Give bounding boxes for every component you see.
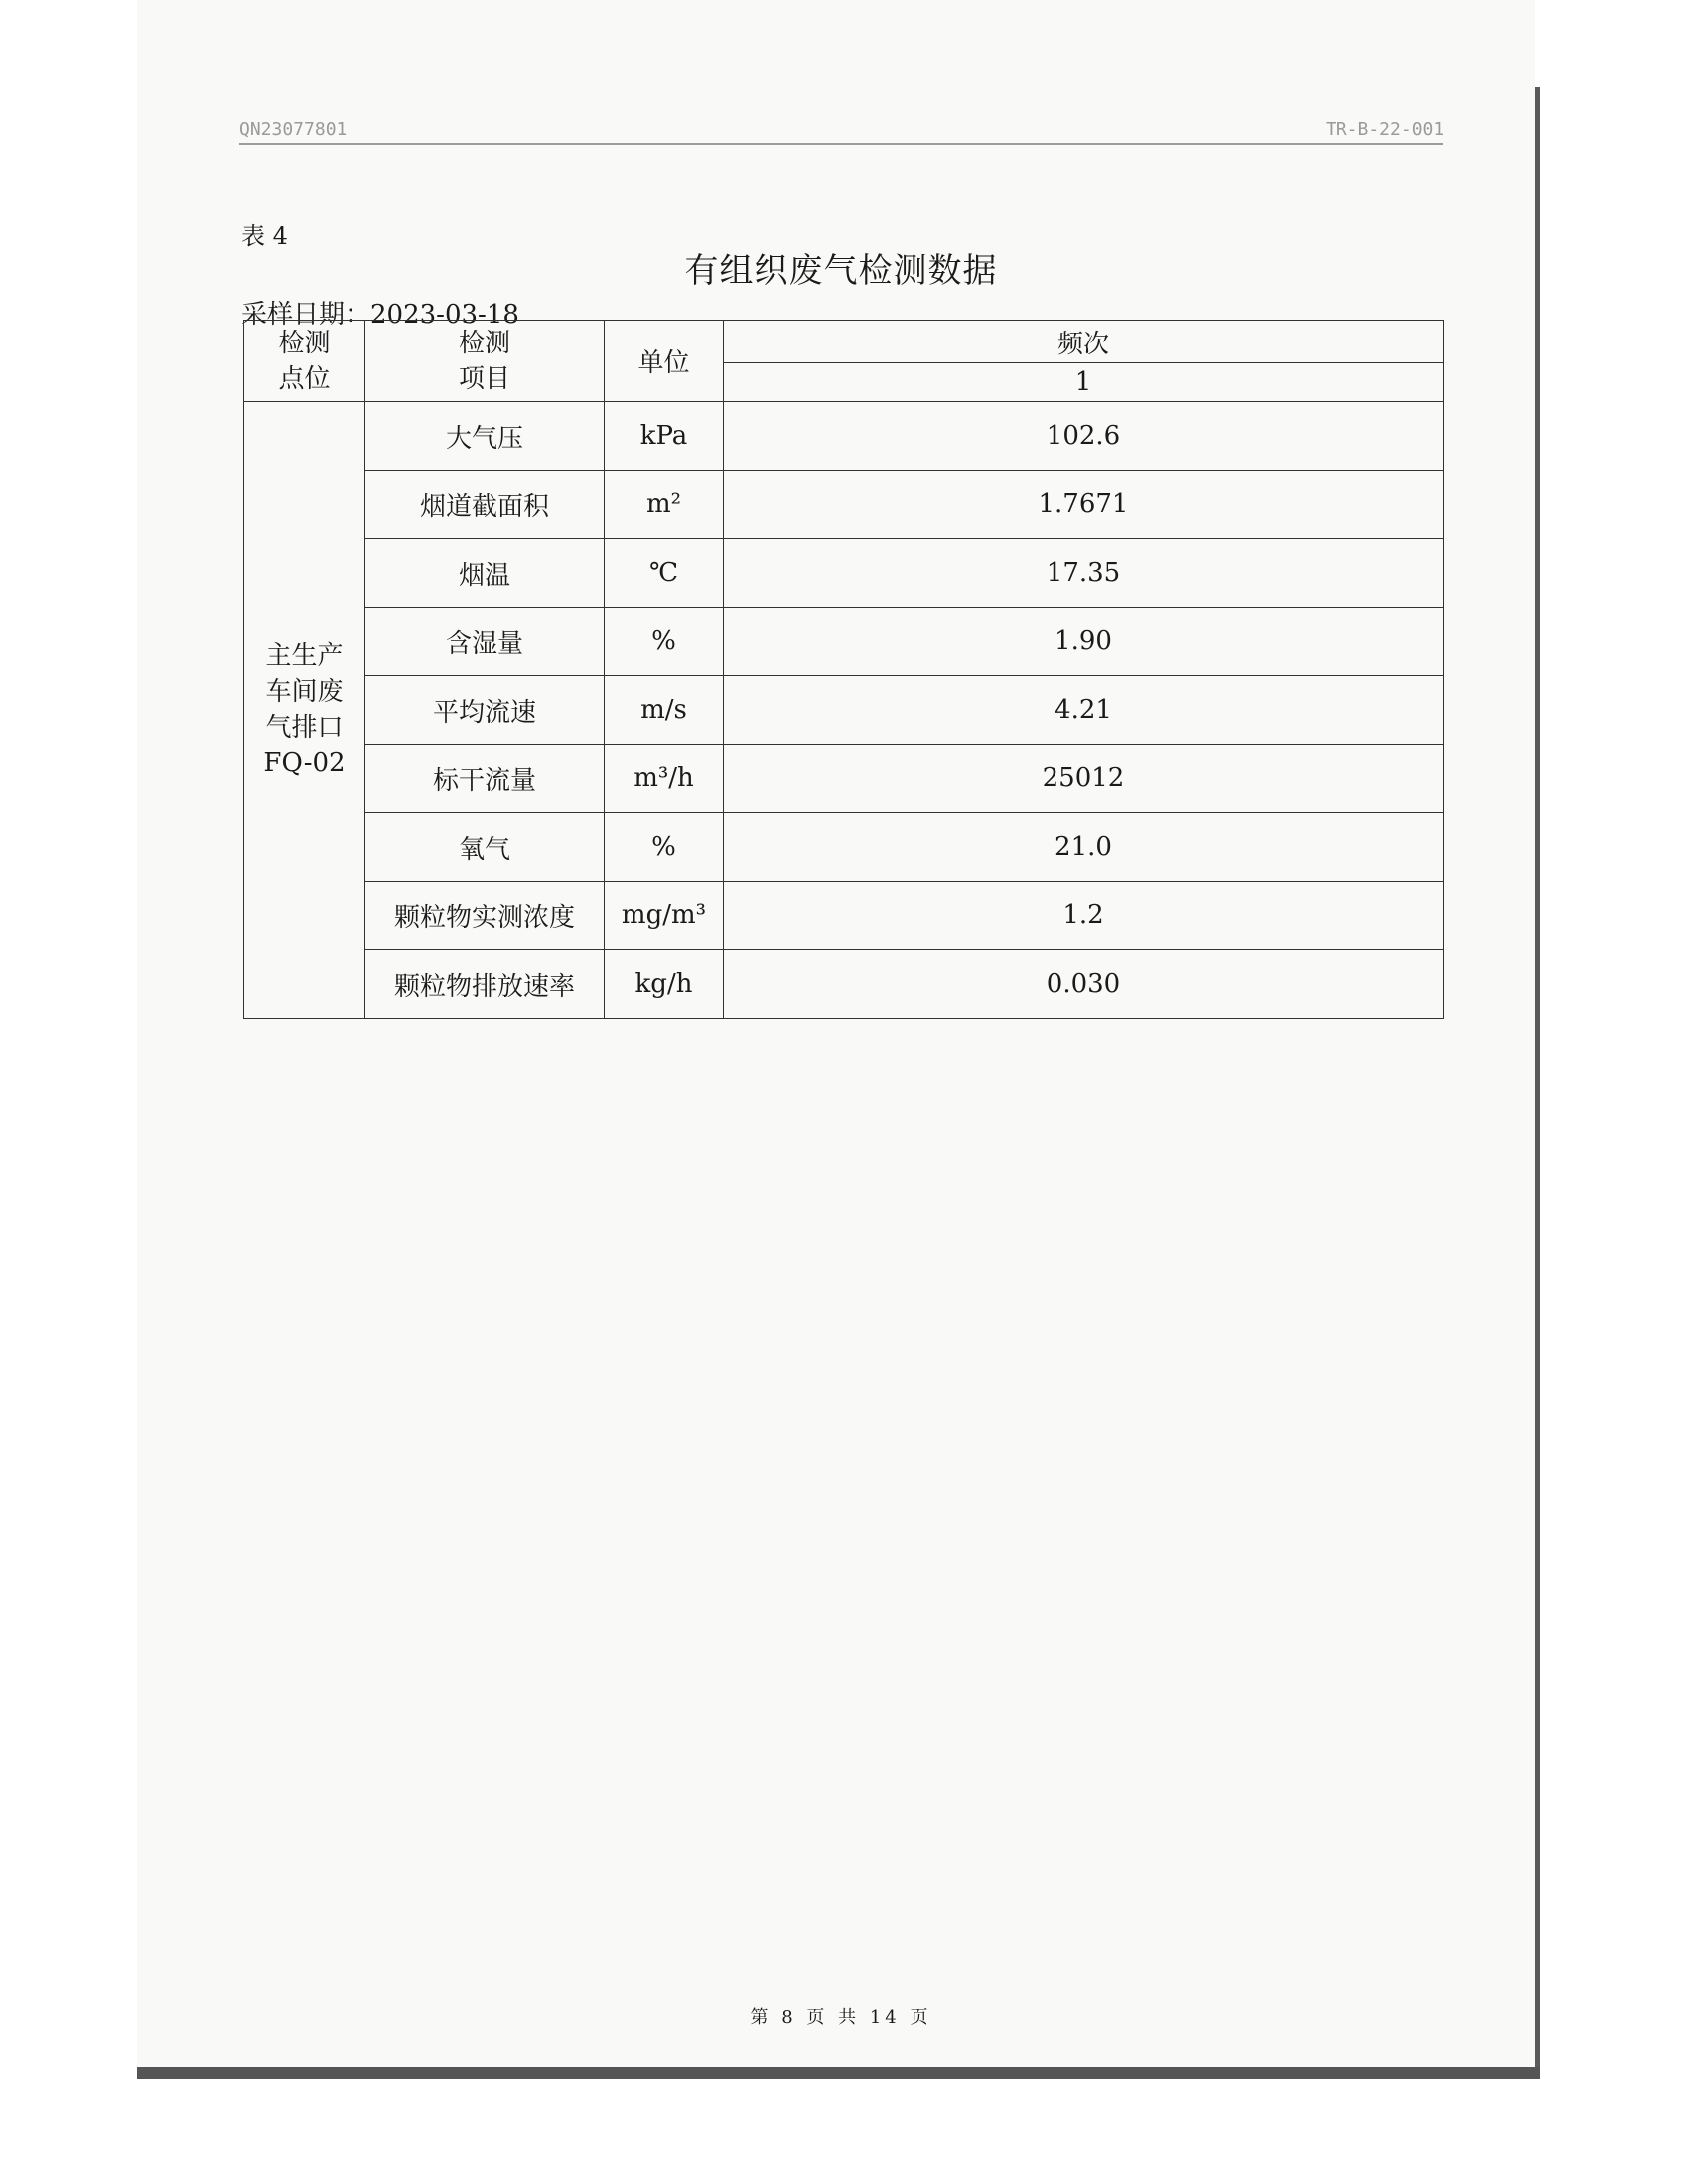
report-number: QN23077801: [239, 119, 348, 140]
unit-cell: %: [605, 813, 724, 882]
item-cell: 含湿量: [365, 608, 605, 676]
form-code: TR-B-22-001: [1326, 119, 1445, 140]
sampling-date: 采样日期：2023-03-18: [241, 300, 519, 330]
unit-cell: m²: [605, 471, 724, 539]
monitoring-site-cell: [244, 402, 365, 1019]
item-cell: 颗粒物实测浓度: [365, 882, 605, 950]
table-label: 表 4: [241, 222, 288, 250]
value-cell: 102.6: [724, 402, 1444, 471]
table-row: [244, 539, 1444, 608]
item-cell: 颗粒物排放速率: [365, 950, 605, 1019]
value-cell: 4.21: [724, 676, 1444, 745]
item-cell: 平均流速: [365, 676, 605, 745]
value-cell: 1.2: [724, 882, 1444, 950]
site-name-line3: 气排口: [265, 713, 344, 743]
table-header-row: [244, 321, 1444, 363]
site-name-line4: FQ-02: [263, 749, 346, 778]
header-item-line1: 检测: [458, 328, 510, 358]
item-cell: 烟温: [365, 539, 605, 608]
value-cell: 25012: [724, 745, 1444, 813]
header-frequency-index: 1: [724, 363, 1444, 402]
emission-data-table: [243, 320, 1444, 1019]
header-site-line1: 检测: [278, 328, 331, 358]
table-row: [244, 882, 1444, 950]
header-frequency: 频次: [724, 321, 1444, 363]
value-cell: 17.35: [724, 539, 1444, 608]
unit-cell: kg/h: [605, 950, 724, 1019]
table-row: [244, 950, 1444, 1019]
unit-cell: m³/h: [605, 745, 724, 813]
header-unit: 单位: [605, 321, 724, 402]
value-cell: 1.90: [724, 608, 1444, 676]
table-row: [244, 402, 1444, 471]
site-name-line1: 主生产: [265, 641, 344, 671]
unit-cell: %: [605, 608, 724, 676]
item-cell: 烟道截面积: [365, 471, 605, 539]
header-divider: [239, 143, 1443, 145]
item-cell: 大气压: [365, 402, 605, 471]
item-cell: 标干流量: [365, 745, 605, 813]
table-row: [244, 471, 1444, 539]
table-row: [244, 745, 1444, 813]
header-site-line2: 点位: [278, 363, 331, 394]
table-row: [244, 813, 1444, 882]
paper-edge-bottom: [137, 2067, 1540, 2079]
value-cell: 21.0: [724, 813, 1444, 882]
value-cell: 0.030: [724, 950, 1444, 1019]
table-row: [244, 608, 1444, 676]
item-cell: 氧气: [365, 813, 605, 882]
value-cell: 1.7671: [724, 471, 1444, 539]
page-footer: 第 8 页 共 14 页: [750, 2007, 932, 2028]
unit-cell: m/s: [605, 676, 724, 745]
paper-edge-right: [1535, 87, 1540, 2077]
header-item-line2: 项目: [458, 363, 510, 394]
unit-cell: kPa: [605, 402, 724, 471]
table-row: [244, 676, 1444, 745]
unit-cell: mg/m³: [605, 882, 724, 950]
page-title: 有组织废气检测数据: [684, 251, 998, 291]
header-site: [244, 321, 365, 402]
unit-cell: ℃: [605, 539, 724, 608]
header-item: [365, 321, 605, 402]
site-name-line2: 车间废: [265, 677, 344, 707]
